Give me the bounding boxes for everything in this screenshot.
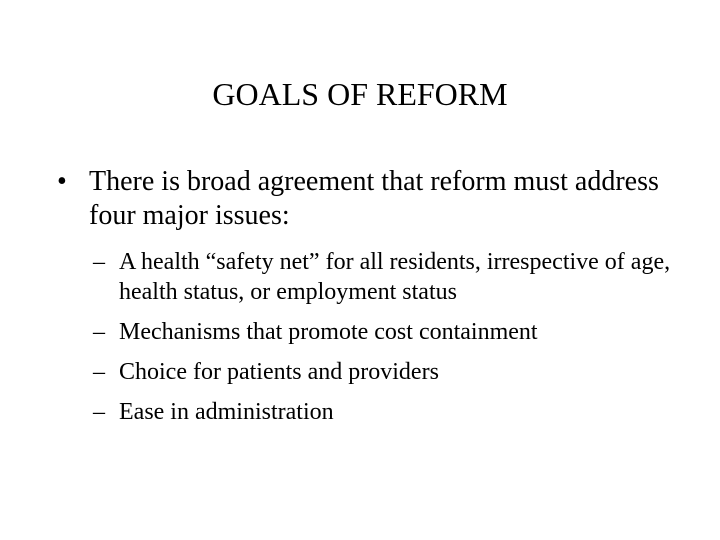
sub-bullet-list: [93, 247, 693, 437]
sub-bullet-text: Mechanisms that promote cost containment: [119, 319, 538, 345]
main-bullet: [57, 165, 677, 233]
sub-bullet-item: [93, 397, 693, 427]
dash-marker: –: [93, 319, 105, 345]
sub-bullet-text: Choice for patients and providers: [119, 359, 439, 385]
dash-marker: –: [93, 249, 105, 275]
sub-bullet-text: Ease in administration: [119, 399, 334, 425]
sub-bullet-text: A health “safety net” for all residents, irrespective of age, health status, or employment status: [119, 249, 671, 305]
sub-bullet-item: [93, 357, 693, 387]
bullet-text: There is broad agreement that reform must address four major issues:: [89, 166, 659, 231]
dash-marker: –: [93, 399, 105, 425]
sub-bullet-item: [93, 247, 693, 307]
slide-title: GOALS OF REFORM: [212, 76, 508, 112]
dash-marker: –: [93, 359, 105, 385]
bullet-marker: •: [57, 166, 67, 197]
sub-bullet-item: [93, 317, 693, 347]
